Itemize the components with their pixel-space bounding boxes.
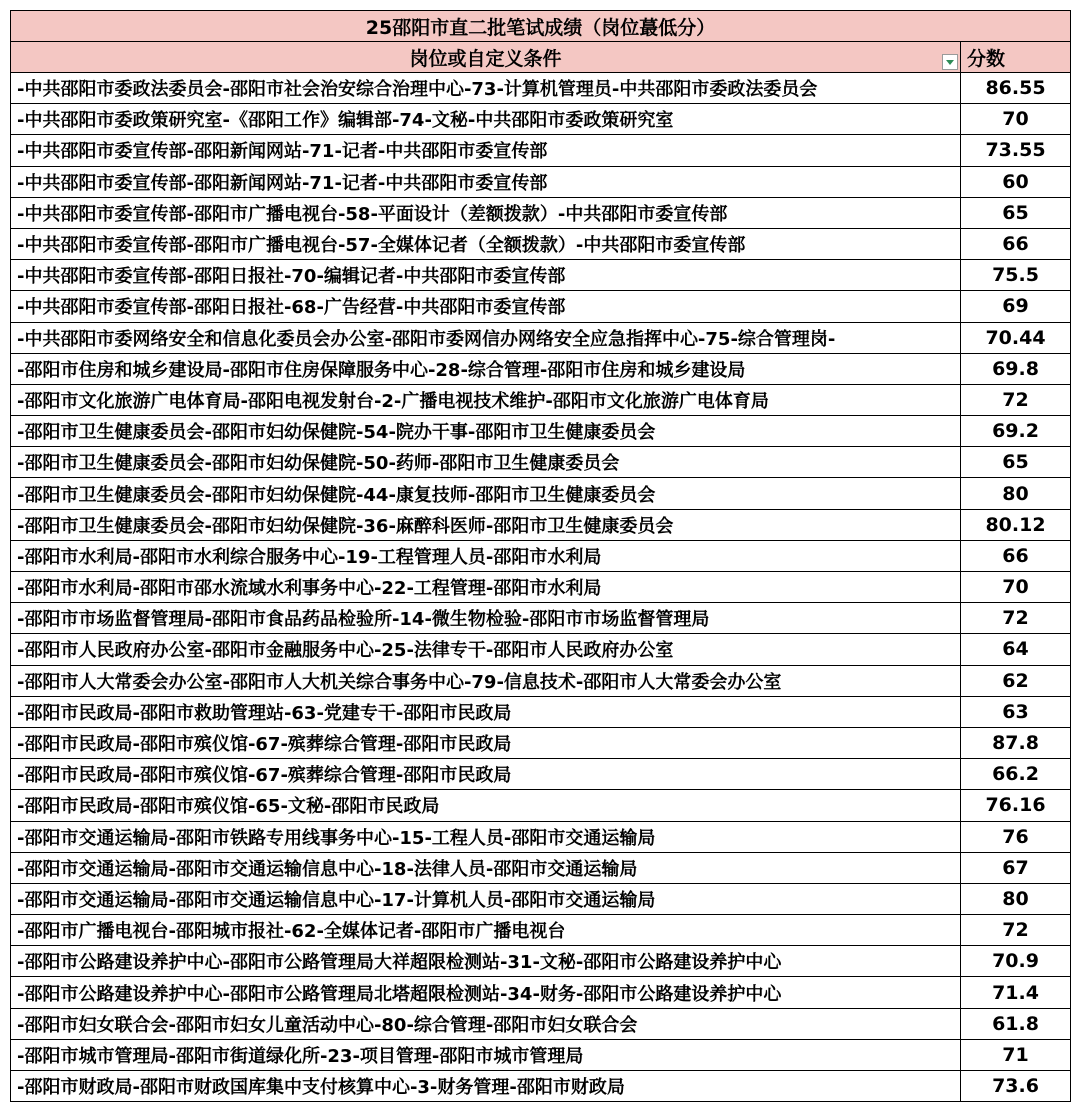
table-row xyxy=(11,104,1071,135)
table-title: 25邵阳市直二批笔试成绩（岗位蕞低分） xyxy=(11,11,1071,42)
condition-cell[interactable]: -邵阳市水利局-邵阳市水利综合服务中心-19-工程管理人员-邵阳市水利局 xyxy=(11,540,961,571)
table-row xyxy=(11,696,1071,727)
table-row xyxy=(11,478,1071,509)
score-cell[interactable]: 71 xyxy=(961,1039,1071,1070)
score-cell[interactable]: 72 xyxy=(961,384,1071,415)
condition-cell[interactable]: -邵阳市妇女联合会-邵阳市妇女儿童活动中心-80-综合管理-邵阳市妇女联合会 xyxy=(11,1008,961,1039)
condition-cell[interactable]: -邵阳市卫生健康委员会-邵阳市妇幼保健院-44-康复技师-邵阳市卫生健康委员会 xyxy=(11,478,961,509)
table-row xyxy=(11,790,1071,821)
condition-cell[interactable]: -邵阳市公路建设养护中心-邵阳市公路管理局大祥超限检测站-31-文秘-邵阳市公路建设养护中心 xyxy=(11,946,961,977)
score-cell[interactable]: 87.8 xyxy=(961,727,1071,758)
score-cell[interactable]: 63 xyxy=(961,696,1071,727)
table-body xyxy=(11,73,1071,1102)
condition-cell[interactable]: -邵阳市卫生健康委员会-邵阳市妇幼保健院-50-药师-邵阳市卫生健康委员会 xyxy=(11,447,961,478)
table-row xyxy=(11,291,1071,322)
table-row xyxy=(11,1008,1071,1039)
condition-cell[interactable]: -中共邵阳市委网络安全和信息化委员会办公室-邵阳市委网信办网络安全应急指挥中心-75-综合管理岗- xyxy=(11,322,961,353)
score-cell[interactable]: 71.4 xyxy=(961,977,1071,1008)
score-cell[interactable]: 69.8 xyxy=(961,353,1071,384)
condition-cell[interactable]: -邵阳市交通运输局-邵阳市交通运输信息中心-18-法律人员-邵阳市交通运输局 xyxy=(11,852,961,883)
condition-cell[interactable]: -中共邵阳市委宣传部-邵阳新闻网站-71-记者-中共邵阳市委宣传部 xyxy=(11,166,961,197)
table-row xyxy=(11,322,1071,353)
table-row xyxy=(11,821,1071,852)
table-row xyxy=(11,73,1071,104)
condition-column-header xyxy=(11,42,961,73)
condition-cell[interactable]: -邵阳市卫生健康委员会-邵阳市妇幼保健院-54-院办干事-邵阳市卫生健康委员会 xyxy=(11,416,961,447)
table-row xyxy=(11,727,1071,758)
score-column-header: 分数 xyxy=(961,42,1071,73)
score-cell[interactable]: 70 xyxy=(961,104,1071,135)
condition-cell[interactable]: -邵阳市人民政府办公室-邵阳市金融服务中心-25-法律专干-邵阳市人民政府办公室 xyxy=(11,634,961,665)
score-cell[interactable]: 76.16 xyxy=(961,790,1071,821)
score-cell[interactable]: 76 xyxy=(961,821,1071,852)
condition-cell[interactable]: -邵阳市城市管理局-邵阳市街道绿化所-23-项目管理-邵阳市城市管理局 xyxy=(11,1039,961,1070)
score-cell[interactable]: 80.12 xyxy=(961,509,1071,540)
score-cell[interactable]: 65 xyxy=(961,197,1071,228)
condition-cell[interactable]: -邵阳市交通运输局-邵阳市交通运输信息中心-17-计算机人员-邵阳市交通运输局 xyxy=(11,883,961,914)
condition-cell[interactable]: -中共邵阳市委宣传部-邵阳市广播电视台-58-平面设计（差额拨款）-中共邵阳市委宣传部 xyxy=(11,197,961,228)
table-row xyxy=(11,852,1071,883)
score-table xyxy=(10,10,1071,1102)
condition-header-label: 岗位或自定义条件 xyxy=(409,47,562,70)
condition-cell[interactable]: -邵阳市民政局-邵阳市殡仪馆-67-殡葬综合管理-邵阳市民政局 xyxy=(11,759,961,790)
condition-cell[interactable]: -邵阳市民政局-邵阳市殡仪馆-67-殡葬综合管理-邵阳市民政局 xyxy=(11,727,961,758)
score-cell[interactable]: 66 xyxy=(961,228,1071,259)
table-row xyxy=(11,915,1071,946)
table-row xyxy=(11,416,1071,447)
table-row xyxy=(11,135,1071,166)
condition-cell[interactable]: -邵阳市公路建设养护中心-邵阳市公路管理局北塔超限检测站-34-财务-邵阳市公路建设养护中心 xyxy=(11,977,961,1008)
table-row xyxy=(11,603,1071,634)
score-cell[interactable]: 70.9 xyxy=(961,946,1071,977)
score-cell[interactable]: 64 xyxy=(961,634,1071,665)
table-row xyxy=(11,384,1071,415)
score-cell[interactable]: 69 xyxy=(961,291,1071,322)
score-cell[interactable]: 73.55 xyxy=(961,135,1071,166)
header-row xyxy=(11,42,1071,73)
table-row xyxy=(11,665,1071,696)
filter-dropdown-icon[interactable] xyxy=(942,54,958,70)
table-row xyxy=(11,260,1071,291)
condition-cell[interactable]: -邵阳市市场监督管理局-邵阳市食品药品检验所-14-微生物检验-邵阳市市场监督管理局 xyxy=(11,603,961,634)
condition-cell[interactable]: -邵阳市文化旅游广电体育局-邵阳电视发射台-2-广播电视技术维护-邵阳市文化旅游广电体育局 xyxy=(11,384,961,415)
score-cell[interactable]: 66 xyxy=(961,540,1071,571)
condition-cell[interactable]: -邵阳市民政局-邵阳市救助管理站-63-党建专干-邵阳市民政局 xyxy=(11,696,961,727)
title-row xyxy=(11,11,1071,42)
table-row xyxy=(11,197,1071,228)
condition-cell[interactable]: -中共邵阳市委政法委员会-邵阳市社会治安综合治理中心-73-计算机管理员-中共邵阳市委政法委员会 xyxy=(11,73,961,104)
table-row xyxy=(11,447,1071,478)
table-row xyxy=(11,883,1071,914)
score-cell[interactable]: 69.2 xyxy=(961,416,1071,447)
table-row xyxy=(11,540,1071,571)
condition-cell[interactable]: -中共邵阳市委政策研究室-《邵阳工作》编辑部-74-文秘-中共邵阳市委政策研究室 xyxy=(11,104,961,135)
table-row xyxy=(11,228,1071,259)
condition-cell[interactable]: -邵阳市住房和城乡建设局-邵阳市住房保障服务中心-28-综合管理-邵阳市住房和城乡建设局 xyxy=(11,353,961,384)
condition-cell[interactable]: -中共邵阳市委宣传部-邵阳新闻网站-71-记者-中共邵阳市委宣传部 xyxy=(11,135,961,166)
condition-cell[interactable]: -邵阳市人大常委会办公室-邵阳市人大机关综合事务中心-79-信息技术-邵阳市人大常委会办公室 xyxy=(11,665,961,696)
score-cell[interactable]: 66.2 xyxy=(961,759,1071,790)
score-cell[interactable]: 72 xyxy=(961,915,1071,946)
score-cell[interactable]: 61.8 xyxy=(961,1008,1071,1039)
condition-cell[interactable]: -邵阳市财政局-邵阳市财政国库集中支付核算中心-3-财务管理-邵阳市财政局 xyxy=(11,1071,961,1102)
score-cell[interactable]: 73.6 xyxy=(961,1071,1071,1102)
table-row xyxy=(11,634,1071,665)
score-cell[interactable]: 65 xyxy=(961,447,1071,478)
table-row xyxy=(11,353,1071,384)
condition-cell[interactable]: -邵阳市水利局-邵阳市邵水流域水利事务中心-22-工程管理-邵阳市水利局 xyxy=(11,572,961,603)
condition-cell[interactable]: -邵阳市卫生健康委员会-邵阳市妇幼保健院-36-麻醉科医师-邵阳市卫生健康委员会 xyxy=(11,509,961,540)
score-cell[interactable]: 62 xyxy=(961,665,1071,696)
condition-cell[interactable]: -邵阳市民政局-邵阳市殡仪馆-65-文秘-邵阳市民政局 xyxy=(11,790,961,821)
score-cell[interactable]: 75.5 xyxy=(961,260,1071,291)
score-cell[interactable]: 70.44 xyxy=(961,322,1071,353)
score-cell[interactable]: 80 xyxy=(961,478,1071,509)
score-cell[interactable]: 67 xyxy=(961,852,1071,883)
condition-cell[interactable]: -中共邵阳市委宣传部-邵阳日报社-70-编辑记者-中共邵阳市委宣传部 xyxy=(11,260,961,291)
score-cell[interactable]: 60 xyxy=(961,166,1071,197)
condition-cell[interactable]: -中共邵阳市委宣传部-邵阳日报社-68-广告经营-中共邵阳市委宣传部 xyxy=(11,291,961,322)
condition-cell[interactable]: -邵阳市广播电视台-邵阳城市报社-62-全媒体记者-邵阳市广播电视台 xyxy=(11,915,961,946)
condition-cell[interactable]: -邵阳市交通运输局-邵阳市铁路专用线事务中心-15-工程人员-邵阳市交通运输局 xyxy=(11,821,961,852)
table-row xyxy=(11,946,1071,977)
score-cell[interactable]: 86.55 xyxy=(961,73,1071,104)
score-cell[interactable]: 72 xyxy=(961,603,1071,634)
score-cell[interactable]: 80 xyxy=(961,883,1071,914)
score-cell[interactable]: 70 xyxy=(961,572,1071,603)
table-row xyxy=(11,166,1071,197)
table-row xyxy=(11,977,1071,1008)
condition-cell[interactable]: -中共邵阳市委宣传部-邵阳市广播电视台-57-全媒体记者（全额拨款）-中共邵阳市委宣传部 xyxy=(11,228,961,259)
table-row xyxy=(11,1039,1071,1070)
table-row xyxy=(11,572,1071,603)
table-row xyxy=(11,509,1071,540)
table-row xyxy=(11,1071,1071,1102)
table-row xyxy=(11,759,1071,790)
